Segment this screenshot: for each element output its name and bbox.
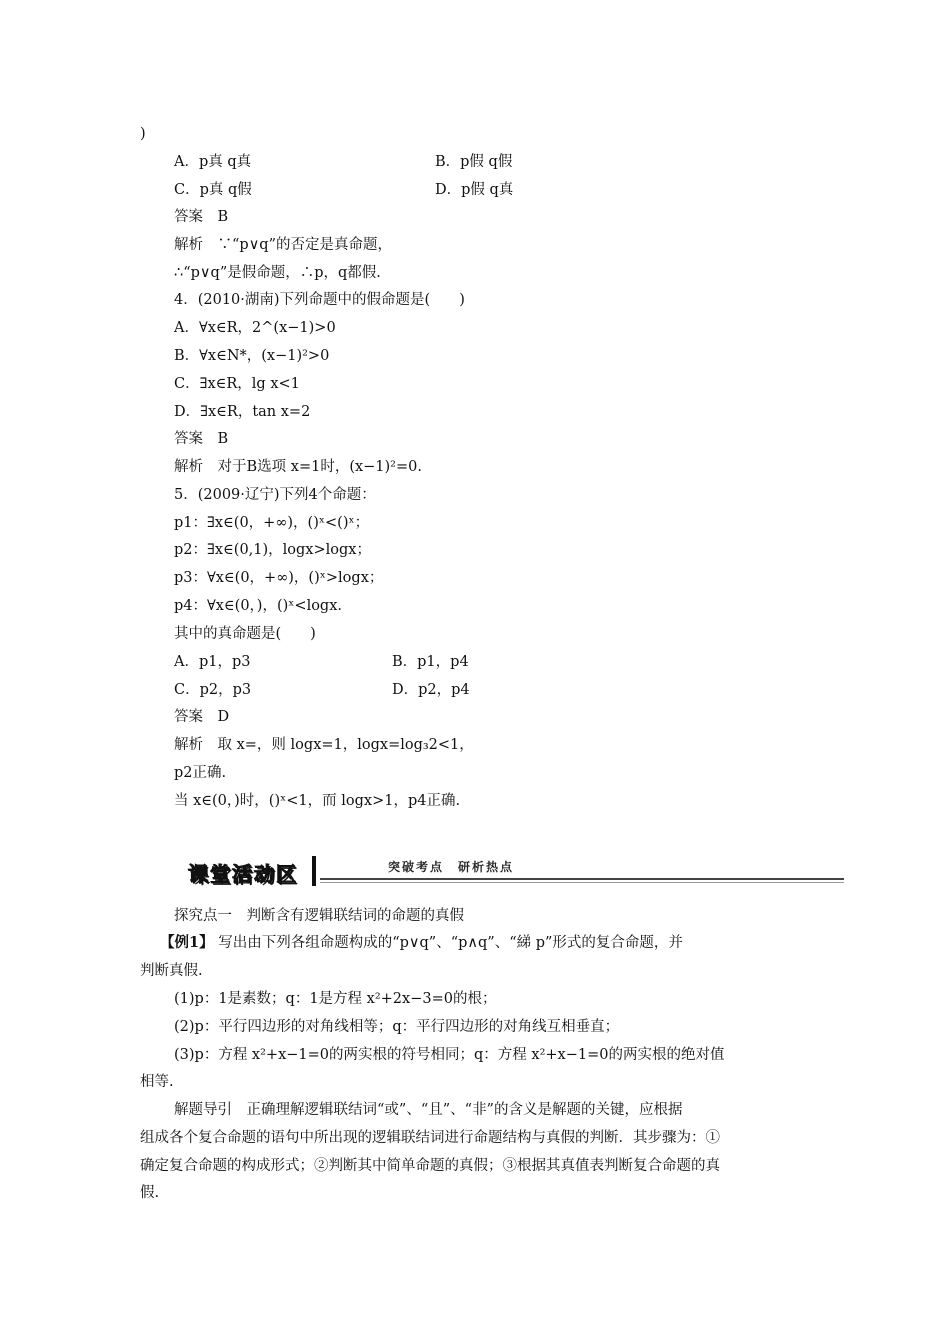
q5-analysis-2: p2正确. [174, 765, 227, 781]
q3-analysis-2: ∴“p∨q”是假命题，∴p，q都假. [174, 265, 381, 281]
paren-close: ) [140, 126, 146, 142]
q5-analysis-1: 解析 取 x=，则 logx=1，logx=log₃2<1， [174, 737, 474, 753]
banner-rule [320, 878, 844, 880]
q3-option-c: C．p真 q假 [174, 182, 252, 198]
q5-ask: 其中的真命题是( ) [174, 626, 316, 642]
section-heading: 探究点一 判断含有逻辑联结词的命题的真假 [174, 908, 464, 924]
q4-answer: 答案 B [174, 431, 229, 447]
q5-proposition-p2: p2：∃x∈(0,1)，logx>logx； [174, 542, 371, 558]
q3-answer: 答案 B [174, 209, 229, 225]
q4-option-c: C．∃x∈R，lg x<1 [174, 376, 300, 392]
banner-title: 课堂活动区 [180, 858, 306, 882]
q4-option-d: D．∃x∈R，tan x=2 [174, 404, 311, 420]
q5-option-a: A．p1，p3 [174, 654, 251, 670]
q5-option-c: C．p2，p3 [174, 682, 252, 698]
guide-line-1: 解题导引 正确理解逻辑联结词“或”、“且”、“非”的含义是解题的关键，应根据 [174, 1102, 683, 1118]
example-item-3-line-1: (3)p：方程 x²+x−1=0的两实根的符号相同；q：方程 x²+x−1=0的两实根的绝对值 [174, 1047, 725, 1063]
q4-option-a: A．∀x∈R，2^(x−1)>0 [174, 320, 336, 336]
banner-divider [312, 856, 316, 886]
example-label: 【例1】 [160, 934, 214, 951]
banner-rule-thin [320, 882, 844, 883]
q4-analysis: 解析 对于B选项 x=1时，(x−1)²=0. [174, 459, 422, 475]
section-banner [176, 852, 844, 888]
banner-subtitle: 突破考点 研析热点 [388, 860, 515, 874]
example-item-3-line-2: 相等. [140, 1074, 174, 1090]
q5-answer: 答案 D [174, 709, 230, 725]
q3-option-d: D．p假 q真 [435, 182, 514, 198]
guide-line-4: 假. [140, 1185, 160, 1201]
q3-option-a: A．p真 q真 [174, 154, 252, 170]
q3-option-b: B．p假 q假 [435, 154, 513, 170]
q4-stem: 4．(2010·湖南)下列命题中的假命题是( ) [174, 292, 465, 308]
q5-proposition-p1: p1：∃x∈(0，+∞)，()ˣ<()ˣ； [174, 515, 370, 531]
q5-stem: 5．(2009·辽宁)下列4个命题： [174, 487, 376, 503]
example-text-1: 写出由下列各组命题构成的“p∨q”、“p∧q”、“綈 p”形式的复合命题，并 [218, 935, 683, 951]
q5-proposition-p4: p4：∀x∈(0，)，()ˣ<logx. [174, 598, 343, 614]
q5-option-b: B．p1，p4 [392, 654, 469, 670]
guide-line-3: 确定复合命题的构成形式；②判断其中简单命题的真假；③根据其真值表判断复合命题的真 [140, 1158, 720, 1174]
q5-analysis-3: 当 x∈(0，)时，()ˣ<1，而 logx>1，p4正确. [174, 793, 461, 809]
example-line-1 [160, 933, 683, 953]
q4-option-b: B．∀x∈N*，(x−1)²>0 [174, 348, 330, 364]
example-text-2: 判断真假. [140, 963, 203, 979]
q5-option-d: D．p2，p4 [392, 682, 470, 698]
example-item-2: (2)p：平行四边形的对角线相等；q：平行四边形的对角线互相垂直； [174, 1019, 620, 1035]
q3-analysis-1: 解析 ∵“p∨q”的否定是真命题， [174, 237, 393, 253]
example-item-1: (1)p：1是素数；q：1是方程 x²+2x−3=0的根； [174, 991, 497, 1007]
q5-proposition-p3: p3：∀x∈(0，+∞)，()ˣ>logx； [174, 570, 384, 586]
guide-line-2: 组成各个复合命题的语句中所出现的逻辑联结词进行命题结构与真假的判断．其步骤为：① [140, 1130, 720, 1146]
